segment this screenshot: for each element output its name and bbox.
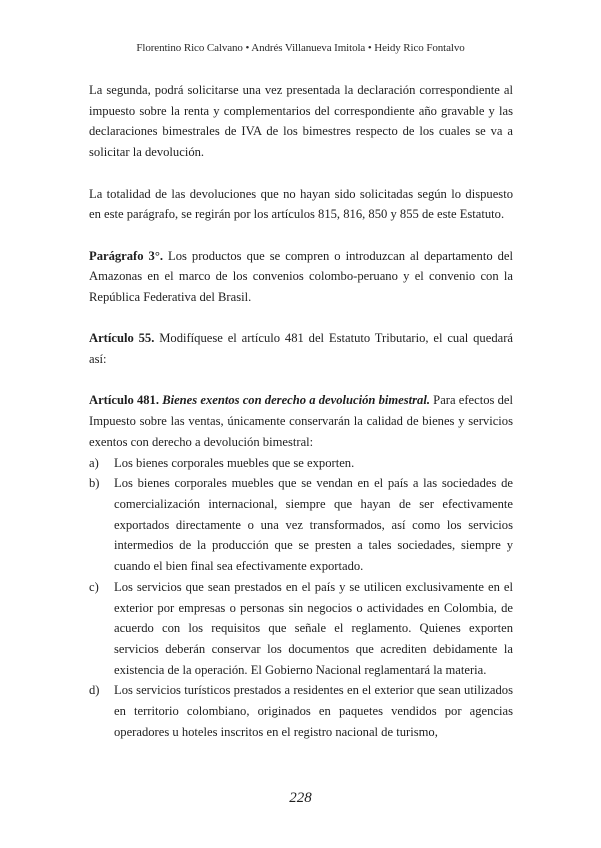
paragraph-articulo-55 xyxy=(89,328,513,369)
paragrafo-3-label: Parágrafo 3°. xyxy=(89,248,164,263)
paragraph-devolucion-segunda: La segunda, podrá solicitarse una vez presentada la declaración correspondiente al impuesto sobre la renta y complementarios del correspondiente año gravable y las declaraciones bimestrales de IVA de los bimestres respecto de los cuales se va a solicitar la devolución. xyxy=(89,83,513,160)
articulo-55-label: Artículo 55. xyxy=(89,331,155,346)
list-item xyxy=(89,453,513,474)
list-item-label: d) xyxy=(89,683,100,698)
list-item-text: Los bienes corporales muebles que se exporten. xyxy=(114,455,355,470)
articulo-481-label: Artículo 481. xyxy=(89,393,159,408)
paragraph-articulo-481 xyxy=(89,390,513,452)
exempt-goods-list xyxy=(89,453,513,743)
list-item xyxy=(89,680,513,742)
paragraph-totalidad-devoluciones: La totalidad de las devoluciones que no hayan sido solicitadas según lo dispuesto en este parágrafo, se regirán por los artículos 815, 816, 850 y 855 de este Estatuto. xyxy=(89,186,513,222)
paragraph-paragrafo-3 xyxy=(89,246,513,308)
paragrafo-3-text: Los productos que se compren o introduzcan al departamento del Amazonas en el marco de los convenios colombo-peruano y el convenio con la República Federativa del Brasil. xyxy=(89,248,513,304)
list-item-text: Los servicios que sean prestados en el país y se utilicen exclusivamente en el exterior por empresas o personas sin negocios o actividades en Colombia, de acuerdo con los requisitos que señale el reglamento. Quienes exporten servicios deberán conservar los documentos que acrediten debidamente la existencia de la operación. El Gobierno Nacional reglamentará la materia. xyxy=(114,579,513,677)
list-item xyxy=(89,473,513,577)
page-body xyxy=(89,80,513,742)
running-header: Florentino Rico Calvano • Andrés Villanueva Imitola • Heidy Rico Fontalvo xyxy=(136,42,465,54)
articulo-481-title: Bienes exentos con derecho a devolución bimestral. xyxy=(162,393,430,408)
articulo-55-text: Modifíquese el artículo 481 del Estatuto Tributario, el cual quedará así: xyxy=(89,331,513,367)
list-item-label: a) xyxy=(89,455,99,470)
list-item-label: b) xyxy=(89,476,100,491)
list-item-text: Los bienes corporales muebles que se vendan en el país a las sociedades de comercialización internacional, siempre que hayan de ser efectivamente exportados directamente o una vez transformados, así como los servicios intermedios de la producción que se presten a tales sociedades, siempre y cuando el bien final sea efectivamente exportado. xyxy=(114,476,513,574)
list-item xyxy=(89,577,513,681)
articulo-481-text: Para efectos del Impuesto sobre las ventas, únicamente conservarán la calidad de bienes y servicios exentos con derecho a devolución bimestral: xyxy=(89,393,513,449)
list-item-label: c) xyxy=(89,579,99,594)
list-item-text: Los servicios turísticos prestados a residentes en el exterior que sean utilizados en territorio colombiano, originados en paquetes vendidos por agencias operadores u hoteles inscritos en el registro nacional de turismo, xyxy=(114,683,513,739)
page-number: 228 xyxy=(289,790,312,806)
